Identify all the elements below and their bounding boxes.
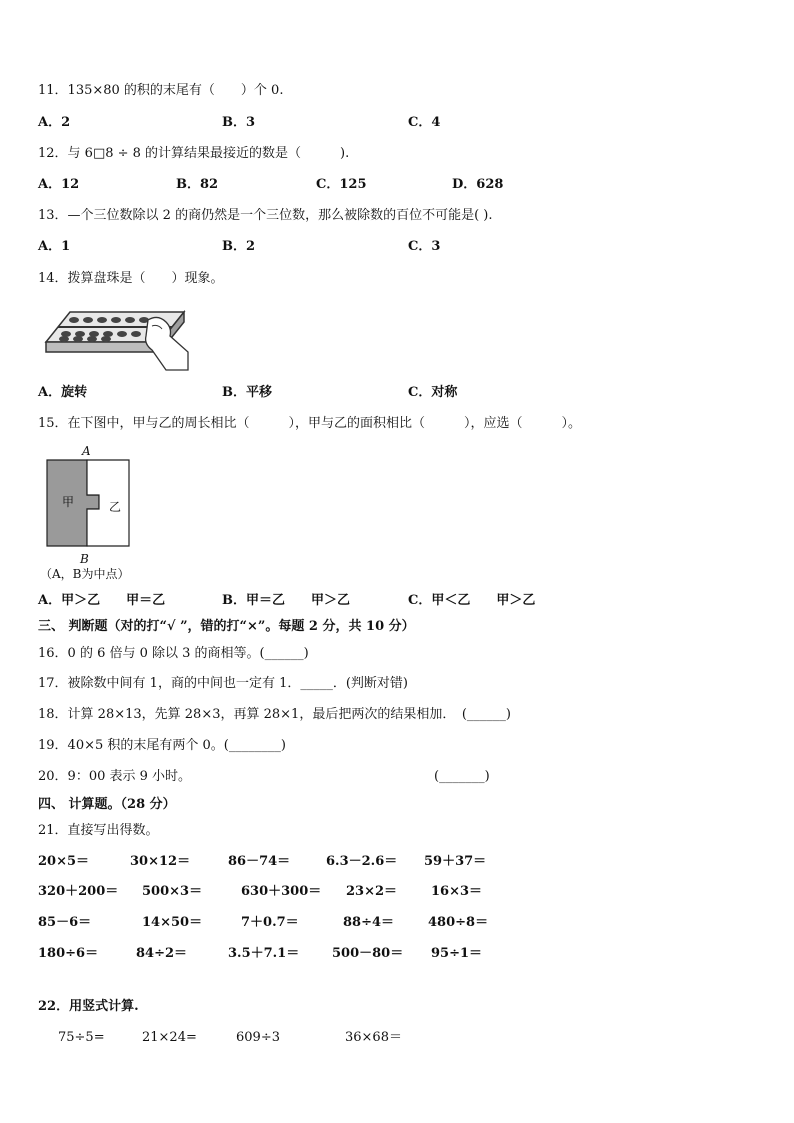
q16-text: 16．0 的 6 倍与 0 除以 3 的商相等。(______) [38,646,309,661]
q15-label-a: A [82,444,91,458]
q21-item: 6.3－2.6＝ [326,854,398,869]
q15-option-c: C．甲＜乙 甲＞乙 [408,593,536,608]
q22-item: 75÷5= [58,1030,105,1045]
q12-option-a: A．12 [38,177,80,192]
section-4-heading: 四、 计算题。（28 分） [38,797,176,812]
q13-option-b: B．2 [222,239,256,254]
q15-option-a: A．甲＞乙 甲＝乙 [38,593,166,608]
q11-option-b: B．3 [222,115,256,130]
q21-item: 7＋0.7＝ [241,915,299,930]
q17-text: 17．被除数中间有 1，商的中间也一定有 1．_____．(判断对错) [38,676,408,691]
q14-option-b: B．平移 [222,385,272,400]
q22-text: 22．用竖式计算. [38,999,139,1014]
q12-option-b: B．82 [176,177,219,192]
q21-item: 14×50＝ [142,915,203,930]
q14-option-c: C．对称 [408,385,458,400]
q21-item: 20×5＝ [38,854,90,869]
q13-text: 13．—个三位数除以 2 的商仍然是一个三位数，那么被除数的百位不可能是( ). [38,208,493,223]
section-3-heading: 三、 判断题（对的打“√ ”，错的打“×”。每题 2 分，共 10 分） [38,619,415,634]
q20-text: 20．9：00 表示 9 小时。 [38,769,192,784]
q19-text: 19．40×5 积的末尾有两个 0。(________) [38,738,286,753]
q21-item: 630＋300＝ [241,884,322,899]
q21-item: 30×12＝ [130,854,191,869]
q11-text: 11．135×80 的积的末尾有（ ）个 0. [38,83,284,98]
q21-item: 23×2＝ [346,884,398,899]
q20-answer-blank: (_______) [434,769,490,784]
q21-item: 500×3＝ [142,884,203,899]
q21-item: 16×3＝ [431,884,483,899]
q15-text: 15．在下图中，甲与乙的周长相比（ ），甲与乙的面积相比（ ），应选（ ）。 [38,416,582,431]
q11-option-a: A．2 [38,115,71,130]
q21-item: 3.5＋7.1＝ [228,946,300,961]
q21-item: 500－80＝ [332,946,404,961]
q15-label-yi: 乙 [109,500,122,514]
q21-text: 21．直接写出得数。 [38,823,159,838]
abacus-figure [44,302,190,372]
q21-item: 88÷4＝ [343,915,395,930]
q21-item: 480÷8＝ [428,915,489,930]
q11-option-c: C．4 [408,115,441,130]
q22-item: 21×24= [142,1030,197,1045]
q15-figure-caption: （A，B为中点） [40,567,130,581]
q15-option-b: B．甲＝乙 甲＞乙 [222,593,350,608]
q15-label-jia: 甲 [62,495,75,509]
q22-item: 609÷3 [236,1030,280,1045]
q13-option-a: A．1 [38,239,71,254]
q14-text: 14．拨算盘珠是（ ）现象。 [38,271,224,286]
q21-item: 85－6＝ [38,915,92,930]
q13-option-c: C．3 [408,239,441,254]
q18-text: 18．计算 28×13，先算 28×3，再算 28×1，最后把两次的结果相加． (______) [38,707,511,722]
q22-item: 36×68＝ [345,1030,402,1045]
q21-item: 59＋37＝ [424,854,487,869]
q12-text: 12．与 6□8 ÷ 8 的计算结果最接近的数是（ ). [38,146,350,161]
q12-option-c: C．125 [316,177,367,192]
q21-item: 320＋200＝ [38,884,119,899]
q21-item: 86－74＝ [228,854,291,869]
q21-item: 95÷1＝ [431,946,483,961]
q21-item: 84÷2＝ [136,946,188,961]
q21-item: 180÷6＝ [38,946,99,961]
q15-label-b: B [80,552,89,566]
q12-option-d: D．628 [452,177,504,192]
q14-option-a: A．旋转 [38,385,88,400]
